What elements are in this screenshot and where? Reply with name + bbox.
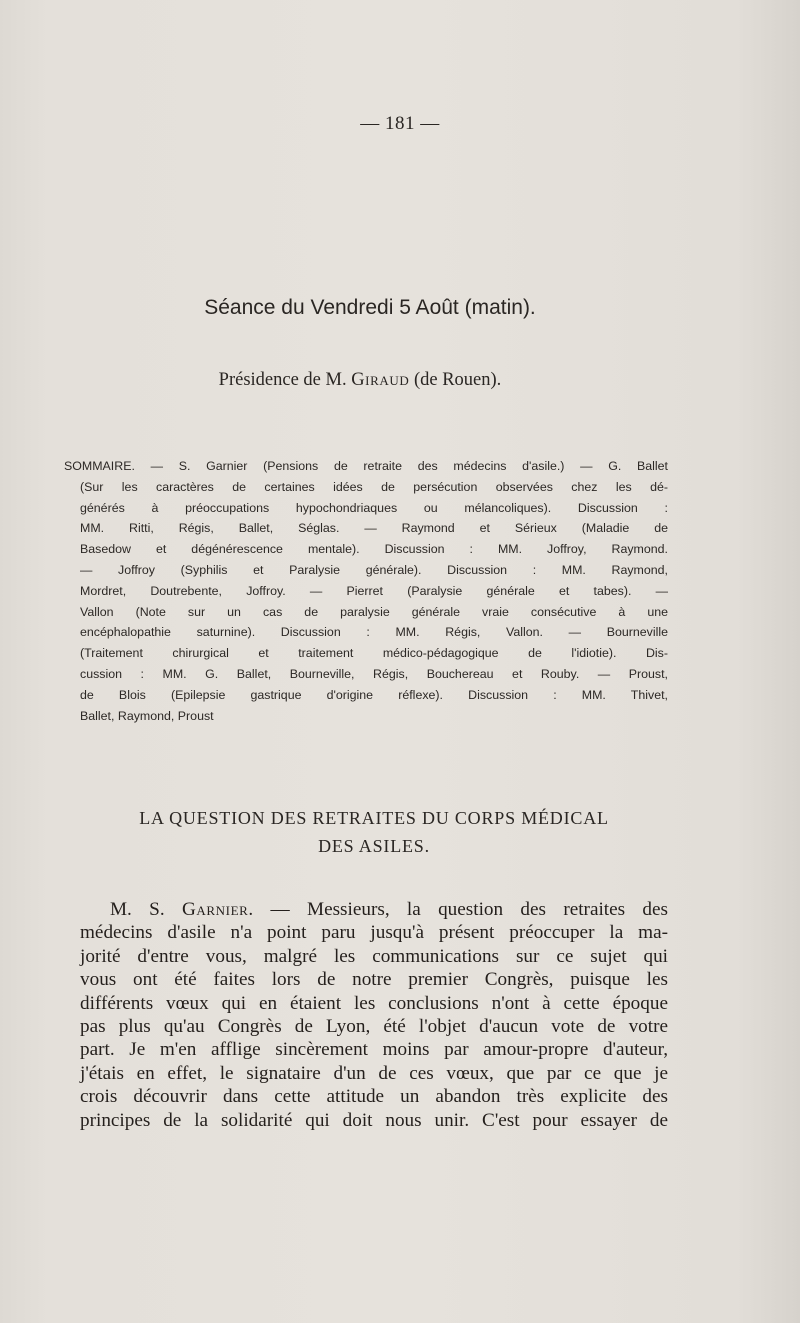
section-title: [80, 804, 668, 860]
sommaire-block: [64, 456, 668, 726]
presidency-prefix: Présidence de M.: [218, 370, 352, 390]
body-line: pas plus qu'au Congrès de Lyon, été l'objet d'aucun vote de votre: [80, 1015, 668, 1037]
section-title-line-1: LA QUESTION DES RETRAITES DU CORPS MÉDICAL: [139, 808, 609, 828]
body-first-line: [80, 898, 668, 921]
body-line: médecins d'asile n'a point paru jusqu'à présent préoccuper la ma-: [80, 922, 668, 944]
sommaire-line: de Blois (Epilepsie gastrique d'origine réflexe). Discussion : MM. Thivet,: [80, 687, 668, 702]
sommaire-line: SOMMAIRE. — S. Garnier (Pensions de retraite des médecins d'asile.) — G. Ballet: [64, 459, 668, 473]
president-name: Giraud: [351, 370, 410, 390]
body-first-line-rest: . — Messieurs, la question des retraites des: [248, 899, 668, 920]
sommaire-line: — Joffroy (Syphilis et Paralysie générale). Discussion : MM. Raymond,: [80, 562, 668, 577]
sommaire-line: générés à préoccupations hypochondriaques ou mélancoliques). Discussion :: [80, 500, 668, 515]
sommaire-line: (Traitement chirurgical et traitement médico-pédagogique de l'idiotie). Dis-: [80, 646, 668, 661]
body-line: vous ont été faites lors de notre premier Congrès, puisque les: [80, 969, 668, 991]
body-line: jorité d'entre vous, malgré les communications sur ce sujet qui: [80, 945, 668, 967]
presidency-line: [0, 370, 720, 391]
body-line: j'étais en effet, le signataire d'un de ces vœux, que par ce que je: [80, 1062, 668, 1084]
page-number: — 181 —: [360, 113, 440, 134]
speaker-prefix: M. S.: [110, 899, 182, 920]
sommaire-line: Ballet, Raymond, Proust: [80, 708, 214, 723]
body-line: principes de la solidarité qui doit nous unir. C'est pour essayer de: [80, 1109, 668, 1131]
sommaire-line: encéphalopathie saturnine). Discussion : MM. Régis, Vallon. — Bourneville: [80, 625, 668, 640]
body-line: part. Je m'en afflige sincèrement moins par amour-propre d'auteur,: [80, 1039, 668, 1061]
section-title-line-2: DES ASILES.: [318, 836, 430, 856]
sommaire-line: Basedow et dégénérescence mentale). Discussion : MM. Joffroy, Raymond.: [80, 542, 668, 557]
body-line: crois découvrir dans cette attitude un abandon très explicite des: [80, 1086, 668, 1108]
body-line: différents vœux qui en étaient les conclusions n'ont à cette époque: [80, 992, 668, 1014]
session-title: Séance du Vendredi 5 Août (matin).: [204, 296, 536, 319]
presidency-suffix: (de Rouen).: [409, 370, 502, 390]
sommaire-line: Vallon (Note sur un cas de paralysie générale vraie consécutive à une: [80, 604, 668, 619]
sommaire-line: cussion : MM. G. Ballet, Bourneville, Régis, Bouchereau et Rouby. — Proust,: [80, 666, 668, 681]
speaker-name: Garnier: [181, 899, 249, 920]
sommaire-line: MM. Ritti, Régis, Ballet, Séglas. — Raymond et Sérieux (Maladie de: [80, 521, 668, 536]
sommaire-line: Mordret, Doutrebente, Joffroy. — Pierret (Paralysie générale et tabes). —: [80, 583, 668, 598]
body-text: [80, 898, 668, 1132]
sommaire-line: (Sur les caractères de certaines idées de persécution observées chez les dé-: [80, 479, 668, 494]
